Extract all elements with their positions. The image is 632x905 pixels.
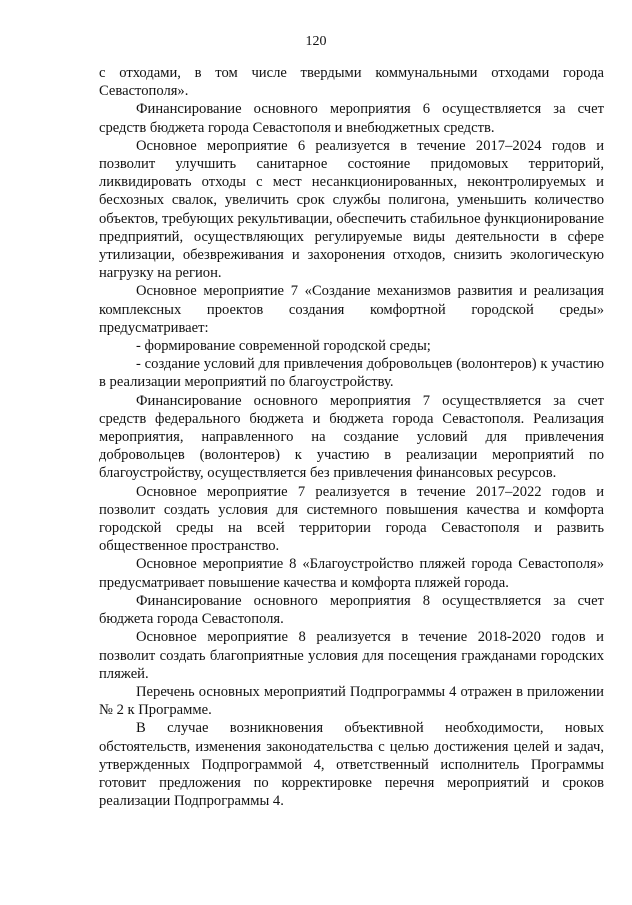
document-body xyxy=(99,64,604,810)
paragraph: Основное мероприятие 7 реализуется в течение 2017–2022 годов и позволит создать условия для системного повышения качества и комфорта городской среды на всей территории города Севастополя и развить общественное пространство. xyxy=(99,483,604,555)
paragraph: В случае возникновения объективной необходимости, новых обстоятельств, изменения законодательства с целью достижения целей и задач, утвержденных Подпрограммой 4, ответственный исполнитель Программы готовит предложения по корректировке перечня мероприятий и сроков реализации Подпрограммы 4. xyxy=(99,720,604,810)
paragraph: Основное мероприятие 7 «Создание механизмов развития и реализация комплексных проектов создания комфортной городской среды» предусматривает: xyxy=(99,283,604,336)
paragraph: Финансирование основного мероприятия 6 осуществляется за счет средств бюджета города Севастополя и внебюджетных средств. xyxy=(99,101,604,136)
paragraph: Перечень основных мероприятий Подпрограммы 4 отражен в приложении № 2 к Программе. xyxy=(99,683,604,719)
paragraph: Основное мероприятие 8 «Благоустройство пляжей города Севастополя» предусматривает повышение качества и комфорта пляжей города. xyxy=(99,556,604,591)
paragraph: Основное мероприятие 8 реализуется в течение 2018-2020 годов и позволит создать благоприятные условия для посещения гражданами городских пляжей. xyxy=(99,629,604,682)
paragraph: с отходами, в том числе твердыми коммунальными отходами города Севастополя». xyxy=(99,65,604,100)
page-number: 120 xyxy=(305,34,327,49)
list-item: - формирование современной городской среды; xyxy=(136,338,431,355)
paragraph: Финансирование основного мероприятия 7 осуществляется за счет средств федерального бюджета и бюджета города Севастополя. Реализация мероприятия, направленного на создание условий для привлечения добровольцев (волонтеров) к участию в реализации мероприятий по благоустройству, осуществляется без привлечения финансовых ресурсов. xyxy=(99,392,604,482)
list-item: - создание условий для привлечения добровольцев (волонтеров) к участию в реализации мероприятий по благоустройству. xyxy=(99,356,604,391)
paragraph: Основное мероприятие 6 реализуется в течение 2017–2024 годов и позволит улучшить санитарное состояние придомовых территорий, ликвидировать отходы с мест несанкционированных, неконтролируемых и бесхозных свалок, увеличить срок службы полигона, уменьшить количество объектов, требующих рекультивации, обеспечить стабильное функционирование предприятий, осуществляющих регулируемые виды деятельности в сфере утилизации, обезвреживания и захоронения отходов, снизить экологическую нагрузку на регион. xyxy=(99,137,604,282)
paragraph: Финансирование основного мероприятия 8 осуществляется за счет бюджета города Севастополя. xyxy=(99,592,604,628)
